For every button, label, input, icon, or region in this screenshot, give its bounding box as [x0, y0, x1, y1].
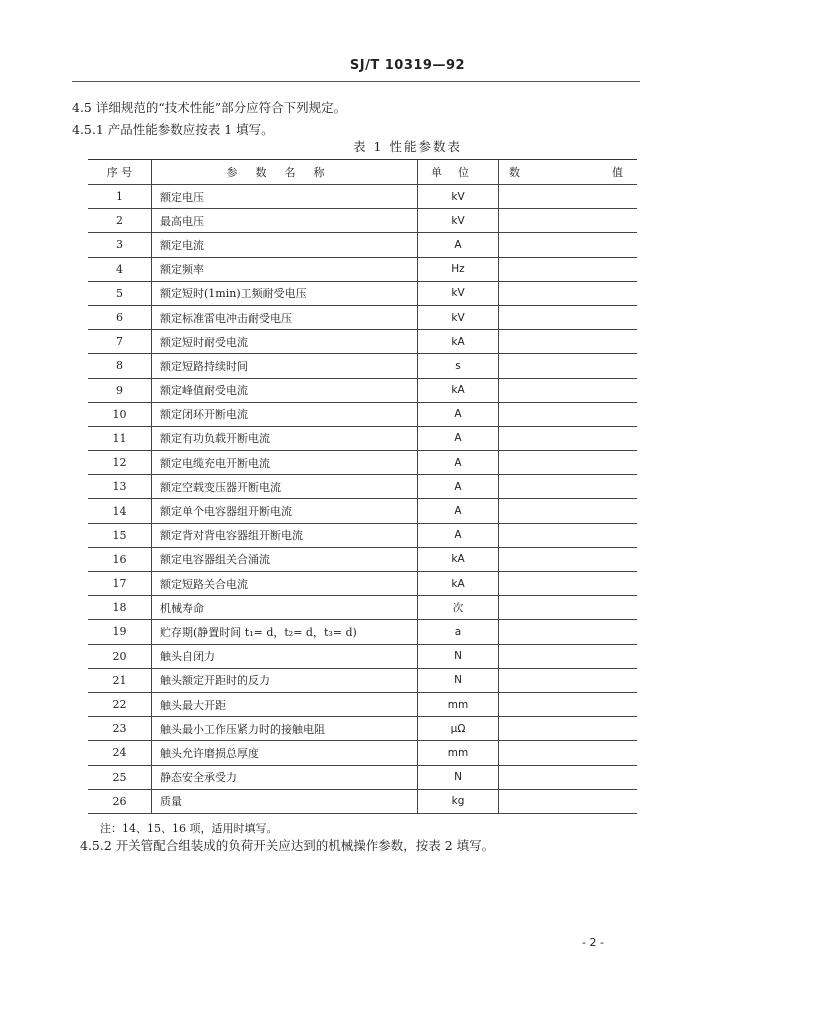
row-parameter-name: 最高电压 — [152, 209, 418, 233]
row-serial-number: 6 — [88, 305, 152, 329]
row-value — [499, 451, 638, 475]
header-serial-number: 序 号 — [88, 160, 152, 185]
row-parameter-name: 额定短路关合电流 — [152, 572, 418, 596]
row-unit: kA — [418, 378, 499, 402]
row-unit: kA — [418, 547, 499, 571]
header-unit: 单位 — [418, 160, 499, 185]
row-value — [499, 572, 638, 596]
row-value — [499, 209, 638, 233]
row-unit: kV — [418, 305, 499, 329]
table-row — [88, 717, 637, 741]
table-body — [88, 185, 637, 814]
table-row — [88, 523, 637, 547]
row-serial-number: 21 — [88, 668, 152, 692]
row-value — [499, 741, 638, 765]
row-unit: kV — [418, 209, 499, 233]
row-unit: A — [418, 523, 499, 547]
paragraph-4-5-1: 4.5.1 产品性能参数应按表 1 填写。 — [72, 122, 274, 137]
table-row — [88, 644, 637, 668]
row-serial-number: 25 — [88, 765, 152, 789]
table-row — [88, 765, 637, 789]
row-serial-number: 1 — [88, 185, 152, 209]
row-serial-number: 14 — [88, 499, 152, 523]
row-unit: N — [418, 765, 499, 789]
header-divider — [72, 81, 640, 82]
row-unit: kV — [418, 281, 499, 305]
row-value — [499, 281, 638, 305]
row-parameter-name: 触头最小工作压紧力时的接触电阻 — [152, 717, 418, 741]
table-row — [88, 257, 637, 281]
row-serial-number: 17 — [88, 572, 152, 596]
table-row — [88, 378, 637, 402]
row-parameter-name: 额定短时耐受电流 — [152, 330, 418, 354]
table-header-row — [88, 160, 637, 185]
row-serial-number: 10 — [88, 402, 152, 426]
row-parameter-name: 质量 — [152, 789, 418, 813]
row-parameter-name: 额定闭环开断电流 — [152, 402, 418, 426]
row-unit: A — [418, 402, 499, 426]
row-unit: A — [418, 499, 499, 523]
row-parameter-name: 触头自闭力 — [152, 644, 418, 668]
row-serial-number: 20 — [88, 644, 152, 668]
table-row — [88, 330, 637, 354]
table-caption: 表 1 性能参数表 — [353, 139, 462, 154]
table-row — [88, 499, 637, 523]
row-value — [499, 257, 638, 281]
row-unit: N — [418, 644, 499, 668]
row-parameter-name: 额定有功负载开断电流 — [152, 426, 418, 450]
row-unit: A — [418, 451, 499, 475]
document-id-header: SJ/T 10319—92 — [349, 58, 466, 73]
row-value — [499, 185, 638, 209]
table-row — [88, 547, 637, 571]
row-value — [499, 765, 638, 789]
row-parameter-name: 额定单个电容器组开断电流 — [152, 499, 418, 523]
row-unit: A — [418, 475, 499, 499]
row-parameter-name: 触头额定开距时的反力 — [152, 668, 418, 692]
row-parameter-name: 额定标准雷电冲击耐受电压 — [152, 305, 418, 329]
header-parameter-name: 参数名称 — [152, 160, 418, 185]
row-unit: kA — [418, 330, 499, 354]
table-row — [88, 668, 637, 692]
table-row — [88, 185, 637, 209]
row-parameter-name: 机械寿命 — [152, 596, 418, 620]
row-parameter-name: 额定短路持续时间 — [152, 354, 418, 378]
row-serial-number: 11 — [88, 426, 152, 450]
row-value — [499, 644, 638, 668]
row-serial-number: 16 — [88, 547, 152, 571]
row-parameter-name: 额定背对背电容器组开断电流 — [152, 523, 418, 547]
row-serial-number: 18 — [88, 596, 152, 620]
row-unit: mm — [418, 741, 499, 765]
row-serial-number: 19 — [88, 620, 152, 644]
table-row — [88, 233, 637, 257]
table-row — [88, 281, 637, 305]
row-serial-number: 24 — [88, 741, 152, 765]
page-number: - 2 - — [582, 936, 604, 949]
row-serial-number: 26 — [88, 789, 152, 813]
row-unit: s — [418, 354, 499, 378]
row-value — [499, 523, 638, 547]
row-serial-number: 5 — [88, 281, 152, 305]
row-unit: kA — [418, 572, 499, 596]
performance-parameters-table — [88, 159, 637, 814]
row-unit: mm — [418, 692, 499, 716]
row-value — [499, 717, 638, 741]
row-serial-number: 23 — [88, 717, 152, 741]
row-value — [499, 789, 638, 813]
row-value — [499, 330, 638, 354]
row-serial-number: 15 — [88, 523, 152, 547]
row-parameter-name: 触头最大开距 — [152, 692, 418, 716]
row-unit: A — [418, 233, 499, 257]
table-note: 注：14、15、16 项，适用时填写。 — [100, 822, 278, 835]
row-value — [499, 499, 638, 523]
row-unit: kV — [418, 185, 499, 209]
row-serial-number: 13 — [88, 475, 152, 499]
row-serial-number: 22 — [88, 692, 152, 716]
table-row — [88, 402, 637, 426]
table-row — [88, 426, 637, 450]
row-unit: 次 — [418, 596, 499, 620]
paragraph-4-5-2: 4.5.2 开关管配合组装成的负荷开关应达到的机械操作参数，按表 2 填写。 — [80, 838, 495, 853]
row-value — [499, 354, 638, 378]
row-serial-number: 4 — [88, 257, 152, 281]
row-serial-number: 3 — [88, 233, 152, 257]
row-parameter-name: 贮存期(静置时间 t₁= d，t₂= d，t₃= d) — [152, 620, 418, 644]
row-parameter-name: 额定短时(1min)工频耐受电压 — [152, 281, 418, 305]
row-unit: a — [418, 620, 499, 644]
row-parameter-name: 额定峰值耐受电流 — [152, 378, 418, 402]
row-serial-number: 7 — [88, 330, 152, 354]
header-value-right: 值 — [612, 166, 623, 179]
row-unit: A — [418, 426, 499, 450]
row-unit: kg — [418, 789, 499, 813]
row-serial-number: 2 — [88, 209, 152, 233]
table-row — [88, 209, 637, 233]
row-parameter-name: 额定空载变压器开断电流 — [152, 475, 418, 499]
row-serial-number: 9 — [88, 378, 152, 402]
row-unit: μΩ — [418, 717, 499, 741]
row-parameter-name: 额定频率 — [152, 257, 418, 281]
paragraph-4-5: 4.5 详细规范的“技术性能”部分应符合下列规定。 — [72, 100, 347, 115]
table-row — [88, 620, 637, 644]
table-row — [88, 741, 637, 765]
table-row — [88, 475, 637, 499]
row-value — [499, 233, 638, 257]
row-parameter-name: 静态安全承受力 — [152, 765, 418, 789]
row-value — [499, 402, 638, 426]
row-parameter-name: 触头允许磨损总厚度 — [152, 741, 418, 765]
row-parameter-name: 额定电容器组关合涌流 — [152, 547, 418, 571]
table-row — [88, 692, 637, 716]
row-parameter-name: 额定电缆充电开断电流 — [152, 451, 418, 475]
row-value — [499, 547, 638, 571]
table-row — [88, 451, 637, 475]
row-value — [499, 378, 638, 402]
row-value — [499, 668, 638, 692]
row-unit: Hz — [418, 257, 499, 281]
row-value — [499, 620, 638, 644]
row-value — [499, 596, 638, 620]
row-value — [499, 475, 638, 499]
table-row — [88, 354, 637, 378]
table-row — [88, 789, 637, 813]
header-value — [499, 160, 638, 185]
row-serial-number: 8 — [88, 354, 152, 378]
row-value — [499, 426, 638, 450]
table-row — [88, 572, 637, 596]
row-parameter-name: 额定电流 — [152, 233, 418, 257]
header-value-left: 数 — [509, 166, 520, 179]
row-unit: N — [418, 668, 499, 692]
table-row — [88, 305, 637, 329]
row-value — [499, 692, 638, 716]
row-serial-number: 12 — [88, 451, 152, 475]
row-parameter-name: 额定电压 — [152, 185, 418, 209]
table-row — [88, 596, 637, 620]
row-value — [499, 305, 638, 329]
